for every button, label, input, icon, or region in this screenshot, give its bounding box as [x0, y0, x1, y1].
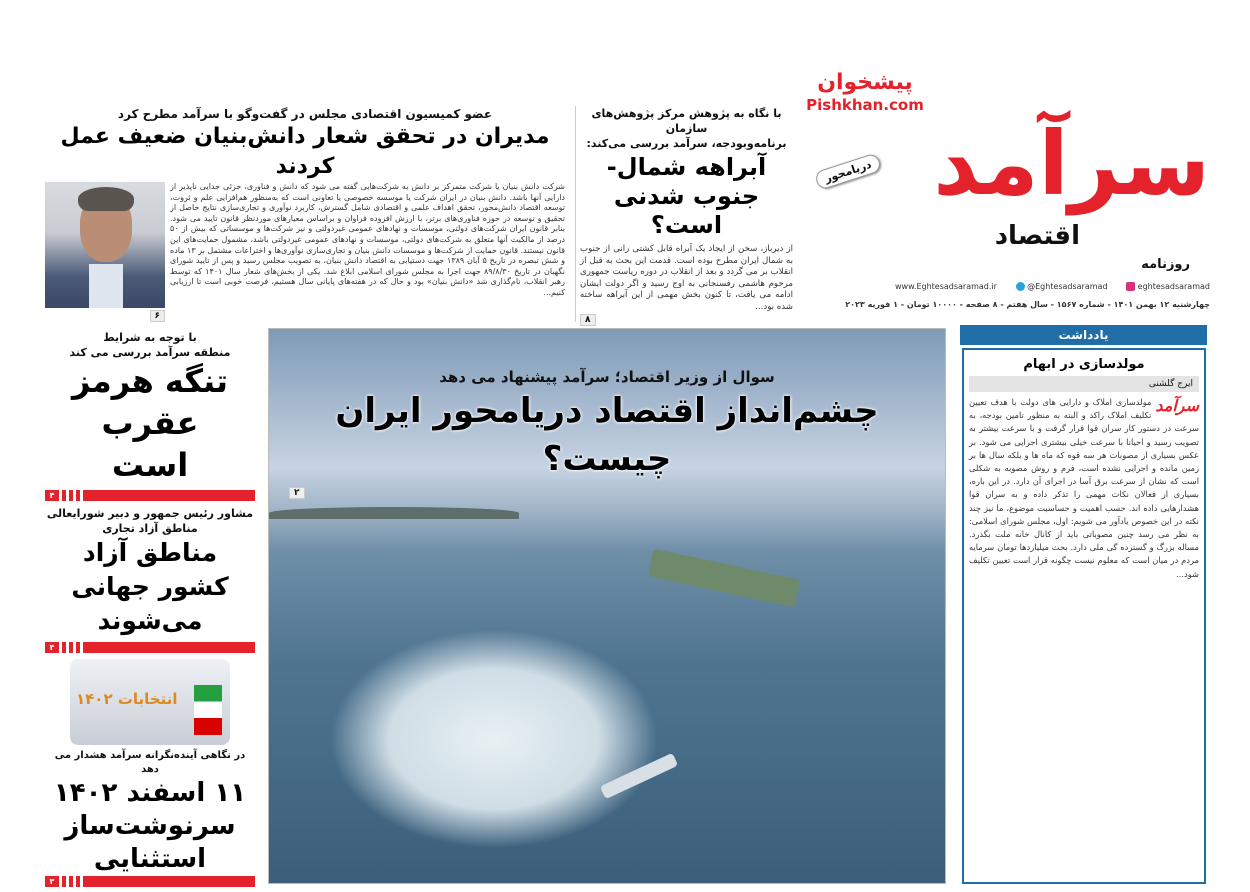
dateline: چهارشنبه ۱۲ بهمن ۱۴۰۱ - شماره ۱۵۶۷ - سال هفتم - ۸ صفحه - ۱۰۰۰۰ تومان - ۱ فوریه ۲۰۲۳	[845, 300, 1210, 309]
main-headline[interactable]: چشم‌انداز اقتصاد دریامحور ایران چیست؟	[335, 391, 879, 479]
telegram-icon	[1016, 282, 1025, 291]
portrait-photo	[45, 182, 165, 308]
brand-mark: سرآمد	[1155, 396, 1199, 415]
editorial-body: مولدسازی املاک و دارایی های دولت با هدف تعیین تکلیف املاک راکد و البته به منظور تامین بودجه، به سرعت در دستور کار سران قوا قرار گرفت و با سرعت بیشتر به تصویب رسید و احیانا با سرعت خیلی بیشتری اجرایی می شود. بر عکس بسیاری از مصوبات هر سه قوه که ماه ها و بلکه سال ها بر زمین مانده و اجرایی نشده است، فرم و روش مصوبه به شکلی است که نشان از سرعت برق آسا در اجرای آن دارد. در این باره، بسیاری از فعالان نکات مهمی را تذکر داده و به سران قوا هشدارهایی داده اند. حسب اهمیت و حساسیت موضوع، ما نیز چند نکته در این خصوص یادآور می شویم: اول، مجلس شورای اسلامی: به نظر می رسد چنین مصوباتی باید از کانال خانه ملت بگذرد. مساله بزرگ و گسترده گی ملی دارد. بحث میلیاردها تومان سرمایه مردم در میان است که معلوم نیست چگونه قرار است تعیین تکلیف شود...	[969, 397, 1199, 579]
island-illustration	[329, 629, 659, 849]
kicker: با توجه به شرایط	[103, 331, 197, 344]
paper-type: روزنامه	[1141, 257, 1190, 272]
editorial-title[interactable]: مولدسازی در ابهام	[1023, 357, 1145, 372]
kicker: عضو کمیسیون اقتصادی مجلس در گفت‌وگو با سرآمد مطرح کرد	[117, 107, 493, 121]
kicker: با نگاه به پژوهش مرکز پژوهش‌های سازمان	[591, 107, 782, 135]
left-column	[45, 330, 255, 884]
page-number[interactable]: ۶	[150, 310, 166, 322]
kicker: سوال از وزیر اقتصاد؛ سرآمد پیشنهاد می دهد	[439, 368, 775, 386]
horizon-islands	[269, 507, 519, 519]
flag-ballot-icon	[194, 685, 222, 735]
watermark: پیشخوان Pishkhan.com	[806, 70, 924, 114]
banner-text: انتخابات ۱۴۰۲	[76, 690, 178, 708]
author: ایرج گلشنی	[969, 376, 1199, 392]
kicker: برنامه‌وبودجه، سرآمد بررسی می‌کند:	[586, 137, 787, 150]
page-number[interactable]: ۳	[45, 876, 59, 887]
editorial-box[interactable]	[962, 348, 1206, 884]
headline[interactable]: سرنوشت‌ساز استثنایی	[64, 811, 236, 874]
story-body: شرکت دانش بنیان یا شرکت متمرکز بر دانش به شرکت‌هایی گفته می شود که دانش و فناوری، جزئی جدایی ناپذیر از دارایی آنها باشد. دانش بنیان در ایران شرکت یا موسسه خصوصی یا تعاونی است که به‌منظور هم‌افزایی علم و ثروت، توسعه اقتصاد دانش‌محور، تحقق اهداف علمی و اقتصادی شامل گسترش، کاربرد نوآوری و تجاری‌سازی نتایج حاصل از تحقیق و توسعه در حوزه فناوری‌های برتر، با ارزش افزوده فراوان و براساس معیارهای موردنظر قانون تایید می شود. بنابر قانون ایران شرکت‌های دولتی، موسسات و نهادهای عمومی غیردولتی و نیز شرکت‌ها و موسساتی که بیش از ۵۰ درصد از مالکیت آنها متعلق به شرکت‌های دولتی، موسسات و نهادهای عمومی غیردولتی باشد، مشمول حمایت‌های این قانون نیستند. قانون حمایت از شرکت‌ها و موسسات دانش بنیان و تجاری‌سازی نوآوری‌ها و اختراعات مشتمل بر ۱۳ ماده و شش تبصره در تاریخ ۵ آبان ۱۳۸۹ جهت دستیابی به اقتصاد دانش بنیان، به تصویب مجلس رسید و پس از تایید شورای نگهبان در تاریخ ۸۹/۸/۳۰ جهت اجرا به مجلس شورای اسلامی ابلاغ شد. یکی از بخش‌های شعار سال ۱۴۰۱ که توسط رهبر انقلاب، نام‌گذاری شد «دانش بنیان» بود و حال که در هفته‌های پایانی سال هستیم، فرصت خوبی است تا ارزیابی کنیم...	[170, 182, 565, 297]
story-body: از دیرباز، سخن از ایجاد یک آبراه قابل کشتی رانی از جنوب به شمال ایران مطرح بوده است. قدمت این بحث به قبل از انقلاب بر می گردد و بعد از انقلاب در دوره ریاست جمهوری مرحوم هاشمی رفسنجانی به اوج رسید و اگر دولت ایشان ادامه می یافت، تا کنون بخش مهمی از این آبراهه ساخته شده بود...	[580, 244, 793, 312]
headline[interactable]: مدیران در تحقق شعار دانش‌بنیان ضعیف عمل کردند	[60, 124, 550, 179]
election-banner	[70, 659, 230, 745]
story-hormuz[interactable]	[45, 330, 255, 486]
ship-illustration	[648, 549, 801, 608]
main-story[interactable]	[268, 328, 946, 884]
kicker: منطقه سرآمد بررسی می کند	[69, 346, 231, 359]
headline[interactable]: تنگه هرمز عقرب است	[71, 362, 229, 484]
page-number[interactable]: ۴	[45, 642, 59, 653]
page-number[interactable]: ۲	[289, 487, 305, 499]
section-label: یادداشت	[1058, 328, 1109, 342]
website-link[interactable]: www.Eghtesadsaramad.ir	[895, 282, 997, 291]
page-number[interactable]: ۴	[45, 490, 59, 501]
instagram-link[interactable]: eghtesadsaramad	[1126, 282, 1210, 291]
headline[interactable]: آبراهه شمال-جنوب شدنی است؟	[606, 153, 767, 239]
story-free-zones[interactable]	[45, 506, 255, 638]
logo-sub: اقتصاد	[994, 221, 1080, 251]
logo: سرآمد	[933, 112, 1210, 215]
kicker: مشاور رئیس جمهور و دبیر شورایعالی	[46, 507, 254, 520]
story-canal[interactable]	[575, 106, 797, 325]
story-election[interactable]	[45, 653, 255, 876]
headline[interactable]: مناطق آزاد کشور جهانی می‌شوند	[71, 538, 229, 635]
badge: دریامحور	[814, 152, 883, 191]
kicker: در نگاهی آینده‌نگرانه سرآمد هشدار می دهد	[54, 750, 246, 775]
editorial-header	[960, 325, 1207, 345]
story-knowledge[interactable]	[45, 106, 565, 322]
masthead	[800, 70, 1210, 320]
instagram-icon	[1126, 282, 1135, 291]
headline[interactable]: ۱۱ اسفند ۱۴۰۲	[53, 778, 247, 808]
page-number[interactable]: ۸	[580, 314, 596, 326]
telegram-link[interactable]: @Eghtesadsaramad	[1016, 282, 1108, 291]
social-row	[895, 282, 1210, 291]
kicker: مناطق آزاد تجاری	[102, 522, 198, 535]
